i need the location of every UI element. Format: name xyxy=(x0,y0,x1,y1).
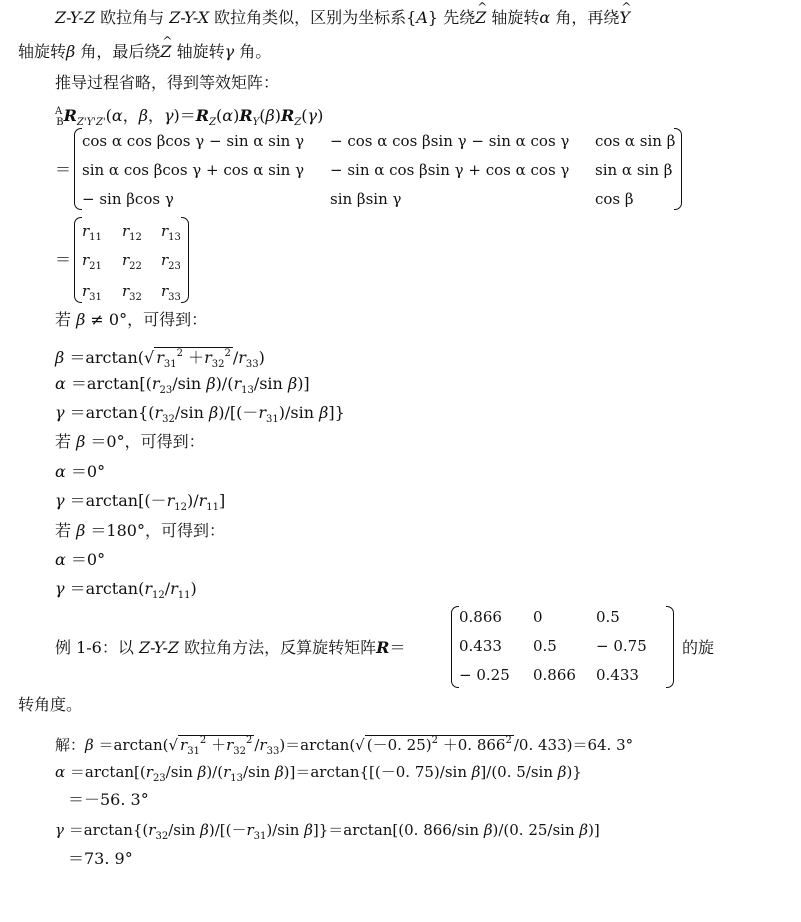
solution-gamma: $\gamma =\arctan\{(r_{32}/\sin$ $\beta)/[(-r_{31})/\sin$ β]}＝arctan[(0. 866/sin β)/(0. 25/sin β)] xyxy=(55,821,600,842)
matrix-full-cell-1-1: cos α cos βcos γ − sin α sin γ xyxy=(82,132,305,150)
matrix-r-cell-1-2: $r_{12}$ xyxy=(122,222,142,243)
intro-line-3: 推导过程省略，得到等效矩阵： xyxy=(55,73,280,92)
case1-beta: β ＝arctan(√ $r_{31}^2 +r_{32}^2$ $/r_{33}$) xyxy=(55,348,265,370)
matrix-r-cell-1-3: $r_{13}$ xyxy=(161,222,181,243)
case2-alpha: α ＝0° xyxy=(55,462,106,481)
example-matrix-cell-2-3: − 0.75 xyxy=(596,637,647,655)
example-matrix-cell-1-3: 0.5 xyxy=(596,608,620,626)
solution-alpha-result: ＝－56. 3° xyxy=(68,790,149,809)
case2-gamma: $\gamma =\arctan[(-r_{12})/r_{11}]$ xyxy=(55,491,226,513)
matrix-full-cell-2-3: sin α sin β xyxy=(595,161,673,179)
case3-heading: 若 β ＝180°，可得到： xyxy=(55,521,225,540)
example-matrix-cell-3-3: 0.433 xyxy=(596,666,639,684)
example-matrix-cell-3-2: 0.866 xyxy=(533,666,576,684)
equals-sign-2: ＝ xyxy=(55,250,72,269)
case2-heading: 若 β ＝0°，可得到： xyxy=(55,432,205,451)
example-matrix-cell-1-2: 0 xyxy=(533,608,543,626)
example-matrix-left-bracket xyxy=(451,606,459,688)
equals-sign-1: ＝ xyxy=(55,160,72,179)
case1-heading: 若 β ≠ 0°，可得到： xyxy=(55,310,208,329)
matrix-r-cell-2-1: $r_{21}$ xyxy=(82,251,102,272)
matrix-r-cell-2-3: $r_{23}$ xyxy=(161,251,181,272)
example-line-2: 转角度。 xyxy=(18,695,83,714)
example-matrix-cell-2-2: 0.5 xyxy=(533,637,557,655)
example-suffix: 的旋 xyxy=(682,638,715,657)
example-matrix-cell-2-1: 0.433 xyxy=(459,637,502,655)
example-matrix-right-bracket xyxy=(666,606,674,688)
intro-line-2: 轴旋转β 角，最后绕^ Z 轴旋转γ 角。 xyxy=(18,42,271,62)
equiv-lhs: $^A_BR_{Z'Y'Z'}(\alpha$，β，$\gamma)=R_Z(\alpha)R_Y(\beta)R_Z(\gamma)$ xyxy=(55,106,324,128)
matrix-r-cell-3-2: $r_{32}$ xyxy=(122,282,142,303)
case3-gamma: $\gamma =\arctan(r_{12}/r_{11})$ xyxy=(55,579,197,601)
matrix-full-cell-2-2: − sin α cos βsin γ + cos α cos γ xyxy=(330,161,570,179)
matrix-full-cell-3-2: sin βsin γ xyxy=(330,190,402,208)
intro-line-1: Z-Y-Z 欧拉角与 Z-Y-X 欧拉角类似，区别为坐标系{A} 先绕^ Z 轴旋转α 角，再绕^ Y xyxy=(55,8,630,28)
case3-alpha: α ＝0° xyxy=(55,550,106,569)
solution-beta: 解：β ＝arctan(√ $r_{31}^2 +r_{32}^2$ $/r_{33})=\arctan(√$ (－0. 25)$^2$ ＋0. $866^2$ /0. 433)＝64. 3° xyxy=(55,735,634,757)
case1-alpha: $\alpha =\arctan[(r_{23}/\sin$ $\beta)/(r_{13}/\sin$ β)] xyxy=(55,374,310,396)
example-matrix-cell-1-1: 0.866 xyxy=(459,608,502,626)
matrix-full-cell-3-1: − sin βcos γ xyxy=(82,190,174,208)
matrix-full-left-bracket xyxy=(74,128,82,210)
case1-gamma: $\gamma =\arctan\{(r_{32}/\sin$ $\beta)/[(-r_{31})/\sin$ β]} xyxy=(55,403,345,425)
matrix-r-cell-3-1: $r_{31}$ xyxy=(82,282,102,303)
solution-gamma-result: ＝73. 9° xyxy=(68,849,133,868)
matrix-r-cell-1-1: $r_{11}$ xyxy=(82,222,102,243)
matrix-r-right-bracket xyxy=(181,217,189,303)
matrix-r-cell-3-3: $r_{33}$ xyxy=(161,282,181,303)
matrix-full-cell-1-2: − cos α cos βsin γ − sin α cos γ xyxy=(330,132,570,150)
matrix-full-cell-1-3: cos α sin β xyxy=(595,132,676,150)
matrix-r-left-bracket xyxy=(74,217,82,303)
matrix-full-cell-2-1: sin α cos βcos γ + cos α sin γ xyxy=(82,161,305,179)
solution-alpha: $\alpha =\arctan[(r_{23}/\sin$ $\beta)/(r_{13}/\sin$ β)]＝arctan{[(－0. 75)/sin β]/(0. 5/sin β)} xyxy=(55,763,582,784)
matrix-r-cell-2-2: $r_{22}$ xyxy=(122,251,142,272)
example-matrix-cell-3-1: − 0.25 xyxy=(459,666,510,684)
matrix-full-cell-3-3: cos β xyxy=(595,190,634,208)
example-prompt: 例 1-6：以 Z-Y-Z 欧拉角方法，反算旋转矩阵R＝ xyxy=(55,638,406,657)
